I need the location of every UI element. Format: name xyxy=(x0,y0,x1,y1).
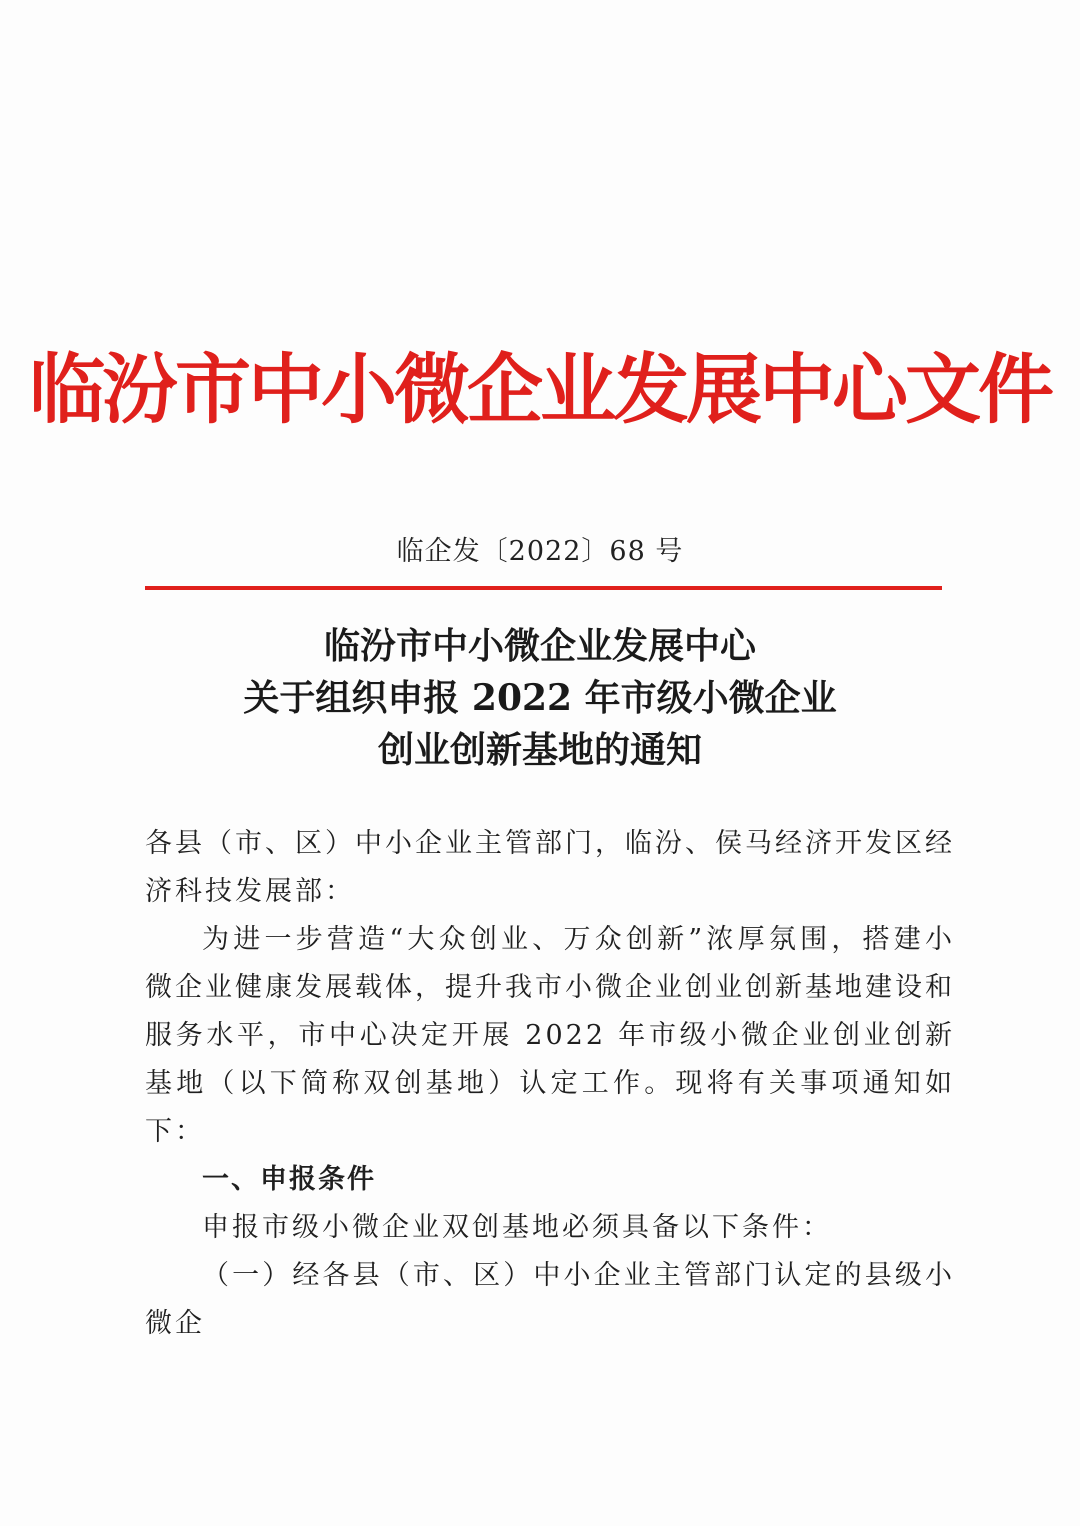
masthead-title: 临汾市中小微企业发展中心文件 xyxy=(29,345,1051,434)
notice-title-line-2: 关于组织申报 2022 年市级小微企业 xyxy=(243,677,837,719)
requirements-intro: 申报市级小微企业双创基地必须具备以下条件： xyxy=(202,1212,832,1243)
document-number: 临企发〔2022〕68 号 xyxy=(396,536,684,567)
requirement-item-1: （一）经各县（市、区）中小企业主管部门认定的县级小微企 xyxy=(145,1260,955,1339)
notice-title xyxy=(0,620,1080,776)
notice-title-line-1: 临汾市中小微企业发展中心 xyxy=(323,625,756,667)
addressee: 各县（市、区）中小企业主管部门，临汾、侯马经济开发区经济科技发展部： xyxy=(145,828,955,907)
red-divider-line xyxy=(145,586,942,590)
section-heading-requirements: 一、申报条件 xyxy=(202,1164,376,1195)
intro-paragraph: 为进一步营造“大众创业、万众创新”浓厚氛围，搭建小微企业健康发展载体，提升我市小微企业创业创新基地建设和服务水平，市中心决定开展 2022 年市级小微企业创业创新基地（以下简称双创基地）认定工作。现将有关事项通知如下： xyxy=(145,924,955,1147)
notice-body xyxy=(145,820,955,1348)
notice-title-line-3: 创业创新基地的通知 xyxy=(377,729,702,771)
